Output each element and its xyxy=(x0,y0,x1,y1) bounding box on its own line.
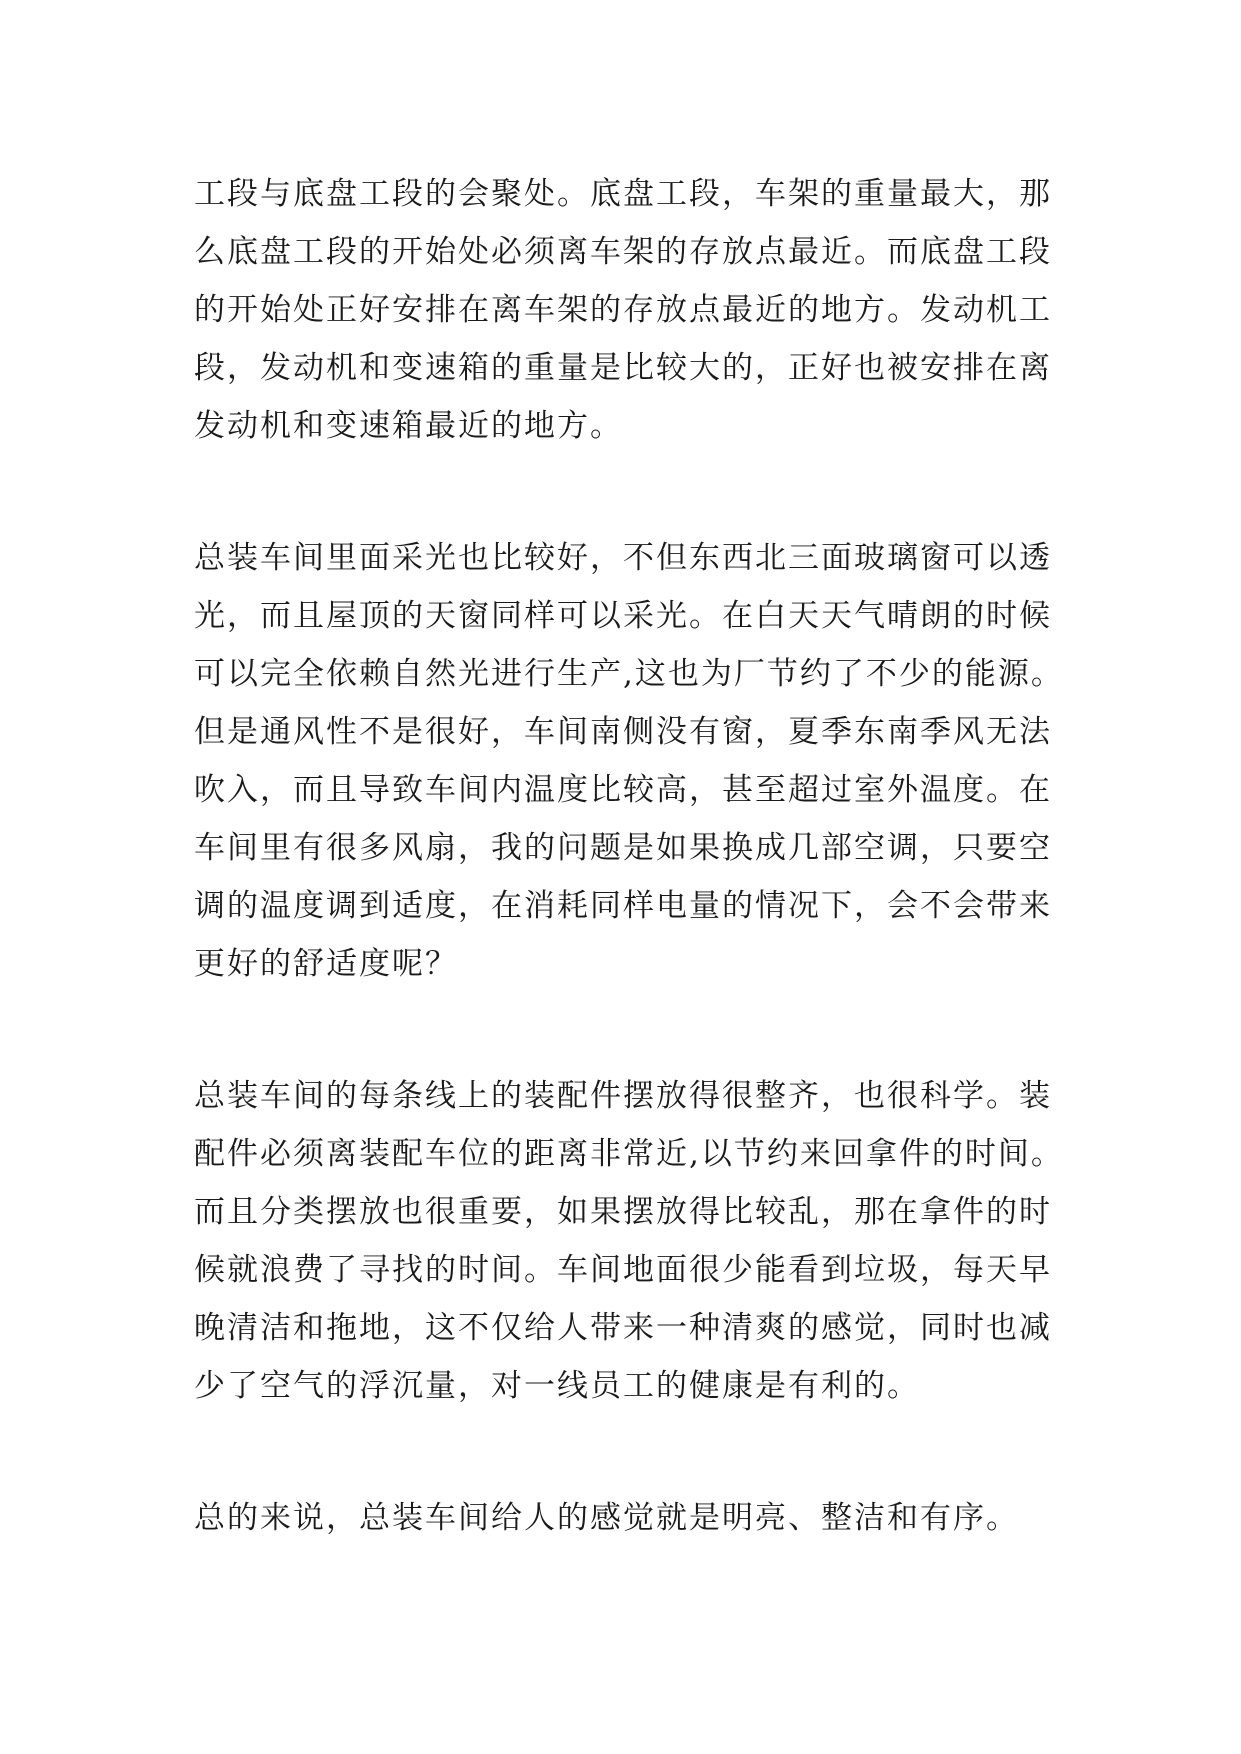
text-line: 总装车间的每条线上的装配件摆放得很整齐，也很科学。装 xyxy=(194,1078,1052,1114)
text-line: 候就浪费了寻找的时间。车间地面很少能看到垃圾，每天早 xyxy=(194,1252,1052,1288)
text-line: 工段与底盘工段的会聚处。底盘工段，车架的重量最大，那 xyxy=(194,176,1052,212)
text-line: 但是通风性不是很好，车间南侧没有窗，夏季东南季风无法 xyxy=(194,714,1052,750)
text-line: 段，发动机和变速箱的重量是比较大的，正好也被安排在离 xyxy=(194,350,1052,386)
text-line: 吹入，而且导致车间内温度比较高，甚至超过室外温度。在 xyxy=(194,772,1052,808)
paragraph-1 xyxy=(194,165,1054,455)
document-body xyxy=(194,165,1064,1547)
text-line: 更好的舒适度呢？ xyxy=(194,946,458,982)
text-line: 调的温度调到适度，在消耗同样电量的情况下，会不会带来 xyxy=(194,888,1052,924)
text-line: 总装车间里面采光也比较好，不但东西北三面玻璃窗可以透 xyxy=(194,540,1052,576)
paragraph-3 xyxy=(194,1067,1064,1415)
text-line: 配件必须离装配车位的距离非常近,以节约来回拿件的时间。 xyxy=(194,1136,1064,1172)
text-line: 少了空气的浮沉量，对一线员工的健康是有利的。 xyxy=(194,1368,920,1404)
paragraph-spacer xyxy=(194,993,1054,1067)
paragraph-spacer xyxy=(194,1415,1054,1489)
text-line: 而且分类摆放也很重要，如果摆放得比较乱，那在拿件的时 xyxy=(194,1194,1052,1230)
text-line: 发动机和变速箱最近的地方。 xyxy=(194,408,623,444)
text-line: 光，而且屋顶的天窗同样可以采光。在白天天气晴朗的时候 xyxy=(194,598,1052,634)
paragraph-2 xyxy=(194,529,1064,993)
text-line: 总的来说，总装车间给人的感觉就是明亮、整洁和有序。 xyxy=(194,1500,1019,1536)
text-line: 的开始处正好安排在离车架的存放点最近的地方。发动机工 xyxy=(194,292,1052,328)
text-line: 么底盘工段的开始处必须离车架的存放点最近。而底盘工段 xyxy=(194,234,1052,270)
paragraph-spacer xyxy=(194,455,1054,529)
paragraph-4 xyxy=(194,1489,1054,1547)
text-line: 晚清洁和拖地，这不仅给人带来一种清爽的感觉，同时也减 xyxy=(194,1310,1052,1346)
text-line: 可以完全依赖自然光进行生产,这也为厂节约了不少的能源。 xyxy=(194,656,1064,692)
text-line: 车间里有很多风扇，我的问题是如果换成几部空调，只要空 xyxy=(194,830,1052,866)
